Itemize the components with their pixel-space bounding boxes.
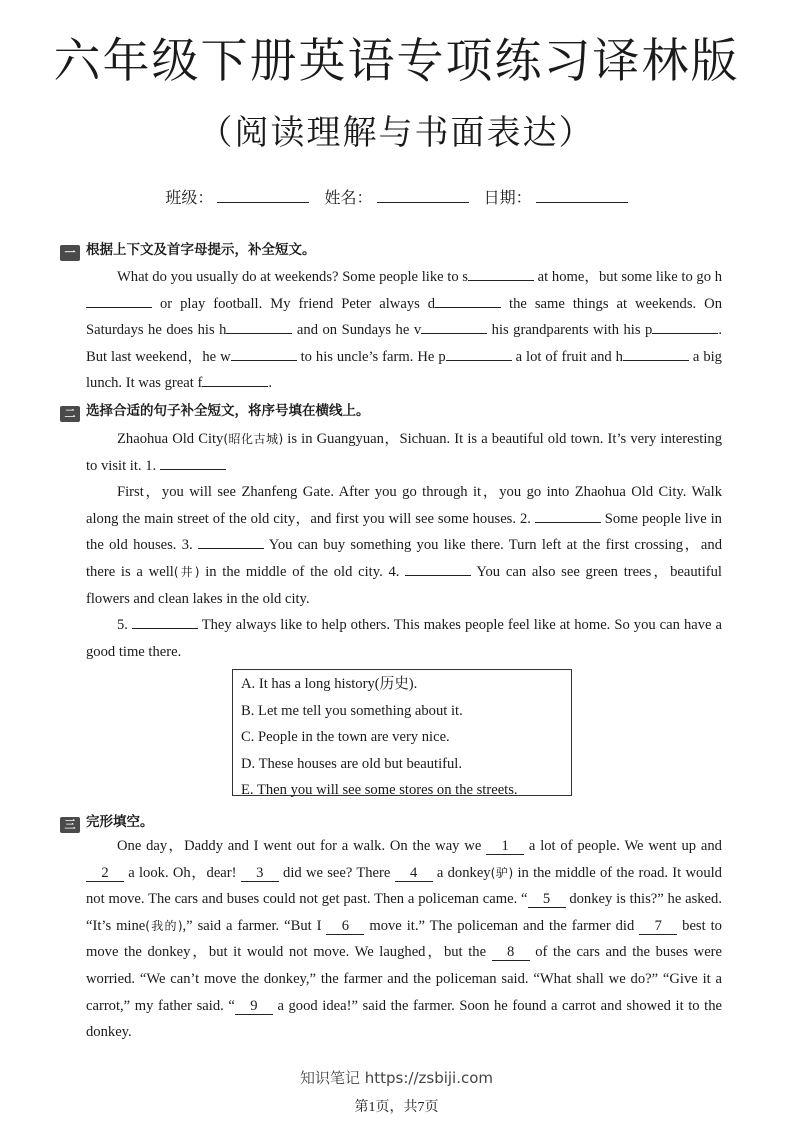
option-b: B. Let me tell you something about it. [241, 702, 463, 719]
section-2-heading [60, 401, 370, 422]
gloss-text: (我的) [145, 918, 183, 933]
passage-text: Some people live in the old houses. 3. [86, 510, 722, 554]
section-3-instruction: 完形填空。 [86, 814, 154, 830]
passage-text: You can also see green trees，beautiful flowers and clean lakes in the old city. [86, 563, 722, 607]
passage-text: You can buy something you like there. Turn left at the first crossing，and there is a well [86, 537, 722, 580]
passage-text: at home，but some like to go h [534, 269, 723, 285]
cloze-blank-8[interactable]: 8 [492, 944, 530, 961]
section-1-instruction: 根据上下文及首字母提示，补全短文。 [86, 242, 316, 258]
passage-text: donkey is this?” he asked. “It’s mine [86, 891, 722, 934]
passage-text: his grandparents with his p [487, 322, 653, 339]
answer-blank[interactable] [652, 318, 718, 334]
answer-blank[interactable] [86, 292, 152, 308]
option-a: A. It has a long history(历史). [241, 676, 418, 692]
answer-blank[interactable] [226, 318, 292, 334]
passage-text: move it.” The policeman and the farmer did [364, 917, 640, 934]
passage-text: . But last weekend，he w [86, 322, 722, 365]
answer-blank-5[interactable] [132, 613, 198, 629]
student-info-row [0, 184, 793, 212]
options-box [232, 669, 572, 799]
option-c: C. People in the town are very nice. [241, 729, 450, 746]
source-watermark: 知识笔记 https://zsbiji.com [299, 1069, 494, 1087]
section-3-badge: 三 [60, 817, 80, 833]
section-1-heading [60, 240, 316, 261]
date-label: 日期： [483, 188, 532, 207]
date-field[interactable] [536, 184, 628, 203]
passage-text: a donkey [432, 864, 491, 881]
answer-blank[interactable] [421, 318, 487, 334]
cloze-blank-3[interactable]: 3 [241, 865, 279, 882]
passage-text: a look. Oh，dear! [124, 864, 241, 881]
passage-text: did we see? There [278, 864, 395, 881]
gloss-text: (驴) [490, 865, 514, 880]
passage-text: to his uncle’s farm. He p [296, 348, 446, 365]
answer-blank[interactable] [435, 292, 501, 308]
page-title: 六年级下册英语专项练习译林版 [53, 34, 740, 89]
name-label: 姓名： [324, 188, 373, 207]
option-d: D. These houses are old but beautiful. [241, 755, 463, 772]
passage-text: a good idea!” said the farmer. Soon he found a carrot and showed it to the donkey. [86, 997, 722, 1041]
cloze-blank-7[interactable]: 7 [639, 918, 677, 935]
class-label: 班级： [165, 188, 214, 207]
answer-blank-3[interactable] [198, 533, 264, 549]
option-e: E. Then you will see some stores on the streets. [241, 782, 518, 799]
passage-text: They always like to help others. This makes people feel like at home. So you can have a good time there. [86, 617, 722, 660]
passage-text: and on Sundays he v [292, 322, 422, 339]
answer-blank[interactable] [468, 265, 534, 281]
passage-text: in the middle of the old city. 4. [199, 563, 406, 580]
page-subtitle: （阅读理解与书面表达） [198, 113, 595, 153]
passage-text: Zhaohua Old City [117, 431, 224, 447]
passage-text: the same things at weekends. On Saturdays he does his h [86, 295, 722, 339]
page-number: 第1页，共7页 [354, 1100, 439, 1115]
passage-text: One day，Daddy and I went out for a walk. On the way we [117, 838, 487, 854]
passage-text: a big lunch. It was great f [86, 348, 722, 392]
cloze-blank-5[interactable]: 5 [528, 891, 566, 908]
answer-blank[interactable] [202, 371, 268, 387]
cloze-blank-4[interactable]: 4 [395, 865, 433, 882]
answer-blank[interactable] [231, 345, 297, 361]
answer-blank[interactable] [623, 345, 689, 361]
passage-text: best to move the donkey，but it would not move. We laughed，but the [86, 917, 722, 961]
answer-blank[interactable] [446, 345, 512, 361]
answer-blank-2[interactable] [535, 507, 601, 523]
passage-text: a lot of people. We went up and [524, 838, 722, 854]
passage-text: of the cars and the buses were worried. “We can’t move the donkey,” the farmer and the policeman said. “What shall we do?” “Give it a carrot,” my father said. “ [86, 944, 723, 1014]
section-3-heading [60, 812, 154, 833]
passage-text: a lot of fruit and h [511, 348, 623, 365]
passage-text: 5. [117, 617, 132, 634]
passage-text: or play football. My friend Peter always d [152, 295, 436, 312]
cloze-blank-2[interactable]: 2 [86, 865, 124, 882]
section-1-badge: 一 [60, 245, 80, 261]
passage-text: First，you will see Zhanfeng Gate. After you go through it，you go into Zhaohua Old City. Walk along the main street of the old city，and first you will see some houses. 2. [86, 484, 722, 527]
passage-text: in the middle of the road. It would not move. The cars and buses could not get past. Then a policeman came. “ [86, 864, 722, 908]
cloze-blank-1[interactable]: 1 [486, 838, 524, 855]
cloze-blank-6[interactable]: 6 [326, 918, 364, 935]
section-1-passage [86, 264, 722, 397]
section-2-passage [86, 426, 722, 665]
name-field[interactable] [377, 184, 469, 203]
section-2-badge: 二 [60, 406, 80, 422]
gloss-text: (昭化古城) [223, 432, 284, 446]
passage-text: is in Guangyuan，Sichuan. It is a beautiful old town. It’s very interesting to visit it. 1. [86, 431, 722, 474]
cloze-blank-9[interactable]: 9 [235, 998, 273, 1015]
gloss-text: (井) [173, 564, 200, 579]
answer-blank-1[interactable] [160, 454, 226, 470]
passage-text: What do you usually do at weekends? Some people like to s [117, 269, 468, 285]
section-3-passage [86, 833, 722, 1046]
section-2-instruction: 选择合适的句子补全短文，将序号填在横线上。 [86, 403, 370, 419]
answer-blank-4[interactable] [405, 560, 471, 576]
passage-text: ,” said a farmer. “But I [182, 917, 327, 934]
class-field[interactable] [217, 184, 309, 203]
passage-text: . [268, 375, 272, 392]
